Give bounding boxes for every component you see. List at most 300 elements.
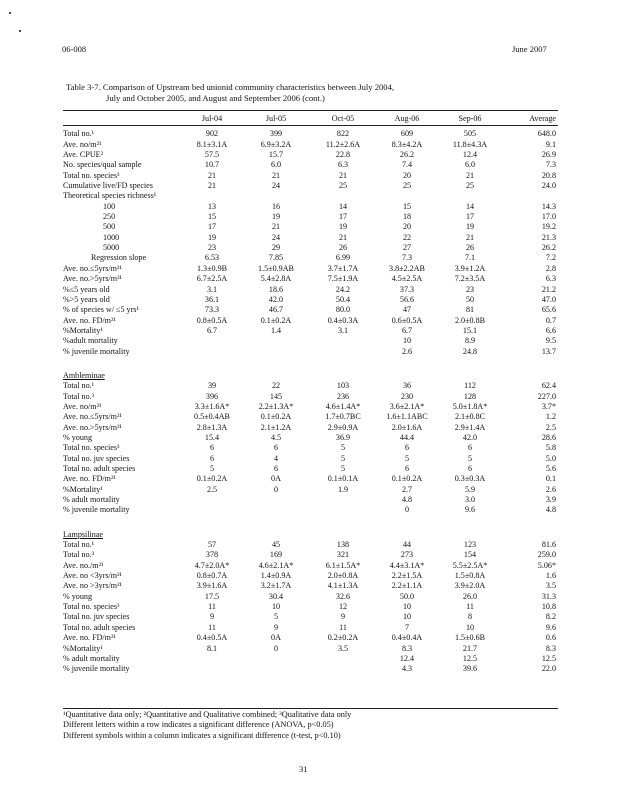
row-label: Total no.¹ — [63, 540, 95, 550]
table-cell: 12.4 — [399, 653, 415, 663]
table-cell: 15 — [402, 201, 412, 211]
table-cell: 47.0 — [541, 294, 556, 304]
table-cell: 2.2±1.3A* — [258, 401, 294, 411]
table-cell: 42.0 — [462, 432, 478, 442]
table-cell: 20.8 — [541, 170, 556, 180]
table-cell: 5.5±2.5A* — [452, 560, 488, 570]
row-label: % young — [63, 432, 92, 442]
table-cell: 2.6 — [401, 346, 413, 356]
table-cell: 25 — [465, 181, 475, 191]
table-cell: 50 — [465, 294, 475, 304]
table-row — [63, 191, 558, 201]
table-row — [63, 592, 558, 602]
table-cell: 44 — [402, 540, 412, 550]
table-cell: 27 — [402, 243, 412, 253]
table-cell — [181, 664, 243, 674]
table-cell: 5 — [273, 612, 279, 622]
table-cell: 2.0±0.8A — [327, 571, 359, 581]
table-cell: 227.0 — [537, 391, 556, 401]
table-cell: 39 — [207, 381, 217, 391]
table-cell: 0A — [271, 633, 281, 643]
table-cell: 1.2 — [545, 412, 556, 422]
table-cell — [181, 336, 243, 346]
table-cell: 14.3 — [541, 201, 556, 211]
column-header — [63, 114, 181, 126]
table-cell: 5.6 — [545, 464, 556, 473]
scan-speck — [9, 12, 11, 14]
table-cell: 0 — [273, 484, 279, 494]
table-cell: 9 — [209, 612, 215, 622]
table-cell: 8.3 — [545, 643, 556, 653]
table-row — [63, 160, 558, 170]
row-label: Total no. adult species — [63, 622, 136, 632]
table-cell: 1.5±0.8A — [454, 571, 486, 581]
table-cell: 8.3 — [401, 643, 413, 653]
table-cell: 6 — [273, 443, 279, 453]
table-row — [63, 654, 558, 664]
table-cell: 65.6 — [541, 305, 556, 315]
table-cell: 22.0 — [541, 664, 556, 674]
table-cell: 24.2 — [335, 284, 351, 294]
table-cell: 44.4 — [399, 432, 415, 442]
table-cell — [437, 191, 503, 201]
scan-speck — [19, 30, 21, 32]
table-cell: 273 — [400, 550, 414, 560]
table-cell — [181, 495, 243, 505]
table-cell: 103 — [336, 381, 350, 391]
table-cell: 17 — [465, 212, 475, 222]
table-cell: 1.9 — [337, 484, 349, 494]
row-label: % adult mortality — [63, 495, 120, 505]
table-cell: 21 — [465, 232, 475, 242]
row-label: Ave. no. FD/m²¹ — [63, 315, 116, 325]
table-row — [63, 561, 558, 571]
table-cell: 9.6 — [545, 622, 556, 632]
row-label: Ave. no./m²¹ — [63, 560, 104, 570]
table-row — [63, 464, 558, 474]
header-left: 06-008 — [62, 44, 87, 54]
table-cell: 12 — [338, 602, 348, 612]
section-title-row — [63, 371, 558, 381]
table-cell: 505 — [463, 129, 477, 139]
row-label: Total no.¹ — [63, 129, 95, 139]
table-cell: 0.3±0.3A — [454, 474, 486, 484]
table-row — [63, 644, 558, 654]
table-cell: 3.2±1.7A — [260, 581, 292, 591]
table-cell: 5 — [404, 453, 410, 463]
table-cell: 24.0 — [541, 181, 556, 191]
table-cell: 11 — [208, 622, 216, 632]
table-row — [63, 150, 558, 160]
section-title-row — [63, 530, 558, 540]
table-cell: 9.5 — [545, 336, 556, 346]
table-cell: 17.5 — [204, 591, 220, 601]
row-label: Total no.¹ — [63, 381, 95, 391]
table-cell: 23 — [465, 284, 475, 294]
table-cell: 6.7 — [401, 325, 413, 335]
table-cell: 15.1 — [462, 325, 478, 335]
table-cell: 5 — [209, 464, 215, 473]
table-cell: 81 — [465, 305, 475, 315]
table-cell — [309, 191, 377, 201]
table-cell: 1.7±0.7BC — [325, 412, 361, 422]
table-cell: 0.2±0.2A — [327, 633, 359, 643]
table-cell: 6.9±3.2A — [260, 139, 292, 149]
table-cell: 19 — [338, 222, 348, 232]
table-cell: 21 — [271, 170, 281, 180]
table-cell: 3.0 — [464, 495, 476, 505]
column-header: Oct-05 — [331, 114, 355, 123]
table-cell: 32.6 — [335, 591, 351, 601]
table-row — [63, 347, 558, 357]
table-cell: 4.3 — [401, 664, 413, 674]
table-cell: 21 — [338, 232, 348, 242]
header-right: June 2007 — [512, 44, 547, 54]
table-cell: 31.3 — [541, 591, 556, 601]
table-cell: 3.5 — [545, 581, 556, 591]
table-cell: 6.3 — [545, 274, 556, 284]
table-cell: 3.8±2.2AB — [389, 263, 425, 273]
row-label: Ave. no.≤5yrs/m²¹ — [63, 263, 122, 273]
table-row — [63, 581, 558, 591]
table-cell: 10.7 — [204, 160, 220, 170]
row-label: %Mortality¹ — [63, 643, 103, 653]
table-row — [63, 243, 558, 253]
table-cell: 14 — [338, 201, 348, 211]
table-row — [63, 181, 558, 191]
table-cell: 2.6 — [545, 484, 556, 494]
table-cell: 17 — [207, 222, 217, 232]
table-cell: 5 — [340, 453, 346, 463]
table-cell: 2.1±0.8C — [454, 412, 486, 422]
table-row — [63, 253, 558, 263]
table-cell: 0.6 — [545, 633, 556, 643]
row-label: Total no. species³ — [63, 170, 120, 180]
table-cell: 28.6 — [541, 432, 556, 442]
table-cell: 0.6±0.5A — [391, 315, 423, 325]
row-label: Ave. no.>5yrs/m²¹ — [63, 274, 122, 284]
table-cell: 25 — [338, 181, 348, 191]
table-cell: 46.7 — [268, 305, 284, 315]
table-cell: 30.4 — [268, 591, 284, 601]
table-cell: 6.0 — [464, 160, 476, 170]
table-cell: 16 — [271, 201, 281, 211]
table-cell: 5.4±2.8A — [260, 274, 292, 284]
row-label: 1000 — [103, 232, 120, 242]
table-cell — [243, 654, 309, 664]
table-row — [63, 326, 558, 336]
table-cell: 19 — [465, 222, 475, 232]
table-cell: 7.2 — [545, 253, 556, 263]
table-cell: 24 — [271, 181, 281, 191]
row-label: Theoretical species richness¹ — [63, 191, 157, 201]
table-cell: 0 — [273, 643, 279, 653]
table-row — [63, 612, 558, 622]
table-cell: 13.7 — [541, 346, 556, 356]
section-gap — [63, 516, 558, 530]
table-cell: 14 — [465, 201, 475, 211]
footnote-1: ¹Quantitative data only; ²Quantitative and Qualitative combined; ³Qualitative data only — [63, 710, 352, 719]
table-row — [63, 264, 558, 274]
table-cell: 169 — [269, 550, 283, 560]
table-cell: 0.1±0.2A — [260, 315, 292, 325]
table-cell: 26.2 — [399, 150, 415, 160]
table-cell: 5 — [340, 464, 346, 473]
row-label: %adult mortality — [63, 336, 118, 346]
table-cell: 4.5±2.5A — [391, 274, 423, 284]
table-cell: 7.3 — [401, 253, 413, 263]
table-cell: 29 — [271, 243, 281, 253]
row-label: Total no.³ — [63, 391, 95, 401]
table-cell: 6 — [467, 443, 473, 453]
table-cell: 26 — [338, 243, 348, 253]
table-cell: 9.6 — [464, 505, 476, 515]
table-row — [63, 664, 558, 674]
table-cell — [181, 505, 243, 515]
row-label: 250 — [103, 212, 116, 222]
table-row — [63, 602, 558, 612]
table-cell: 0.4±0.5A — [196, 633, 228, 643]
footnote-2: Different letters within a row indicates a significant difference (ANOVA, p<0.05) — [63, 720, 334, 730]
table-row — [63, 336, 558, 346]
community-table — [63, 110, 558, 675]
table-cell: 6 — [273, 464, 279, 473]
table-row — [63, 274, 558, 284]
table-cell: 3.1 — [206, 284, 218, 294]
table-cell: 36.1 — [204, 294, 220, 304]
table-cell: 0.8±0.5A — [196, 315, 228, 325]
table-cell: 138 — [336, 540, 350, 550]
table-cell: 4.8 — [545, 505, 556, 515]
table-cell: 0.1±0.2A — [260, 412, 292, 422]
table-cell: 22.8 — [335, 150, 351, 160]
row-label: % juvenile mortality — [63, 664, 130, 674]
table-cell: 25 — [402, 181, 412, 191]
table-cell: 3.5 — [337, 643, 349, 653]
row-label: Ave. no/m²¹ — [63, 401, 102, 411]
table-cell: 230 — [400, 391, 414, 401]
row-label: Total no. species³ — [63, 602, 120, 612]
table-row — [63, 433, 558, 443]
table-row — [63, 392, 558, 402]
table-cell: 6 — [404, 464, 410, 473]
table-cell: 26.2 — [541, 243, 556, 253]
table-cell: 21 — [207, 170, 217, 180]
row-label: 100 — [103, 201, 116, 211]
table-cell: 1.4±0.9A — [260, 571, 292, 581]
table-cell: 24.8 — [462, 346, 478, 356]
table-cell: 18.6 — [268, 284, 284, 294]
row-label: Total no.³ — [63, 550, 95, 560]
row-label: Ave. no >3yrs/m²¹ — [63, 581, 122, 591]
table-cell: 12.5 — [541, 653, 556, 663]
table-cell: 15.4 — [204, 432, 220, 442]
table-cell: 6.3 — [337, 160, 349, 170]
table-cell: 648.0 — [537, 129, 556, 139]
section-gap — [63, 357, 558, 371]
table-row — [63, 402, 558, 412]
table-cell: 20 — [402, 170, 412, 180]
table-cell: 6.99 — [335, 253, 351, 263]
table-cell: 8.1 — [206, 643, 218, 653]
table-cell — [243, 505, 309, 515]
table-cell: 36 — [402, 381, 412, 391]
table-cell: 112 — [464, 381, 476, 391]
table-cell: 6 — [404, 443, 410, 453]
table-cell: 5.8 — [545, 443, 556, 453]
table-cell: 399 — [269, 129, 283, 139]
table-cell: 45 — [271, 540, 281, 550]
table-cell: 7.85 — [268, 253, 284, 263]
table-cell: 8.2 — [545, 612, 556, 622]
table-cell: 42.0 — [268, 294, 284, 304]
table-cell: 21.2 — [541, 284, 556, 294]
table-cell: 19 — [207, 232, 217, 242]
table-cell: 0 — [404, 505, 410, 515]
row-label: Ave. no.≤5yrs/m²¹ — [63, 412, 122, 422]
section-title: Ambleminae — [63, 370, 105, 380]
table-cell: 1.3±0.9B — [196, 263, 228, 273]
table-cell — [377, 191, 437, 201]
table-cell: 9 — [340, 612, 346, 622]
table-row — [63, 233, 558, 243]
row-label: Total no. adult species — [63, 464, 136, 473]
table-cell: 3.6±2.1A* — [389, 401, 425, 411]
table-cell: 36.9 — [335, 432, 351, 442]
table-cell: 21 — [338, 170, 348, 180]
table-cell: 0.4±0.3A — [327, 315, 359, 325]
table-cell: 3.3±1.6A* — [194, 401, 230, 411]
table-cell: 0.4±0.4A — [391, 633, 423, 643]
table-cell: 26 — [465, 243, 475, 253]
table-cell: 4.6±2.1A* — [258, 560, 294, 570]
table-row — [63, 505, 558, 515]
row-label: Total no. juv species — [63, 612, 130, 622]
table-cell: 11.2±2.6A — [325, 139, 361, 149]
row-label: Ave. no. FD/m²¹ — [63, 474, 116, 484]
table-row — [63, 485, 558, 495]
row-label: % adult mortality — [63, 653, 120, 663]
table-row — [63, 623, 558, 633]
table-row — [63, 571, 558, 581]
row-label: Regression slope — [91, 253, 147, 263]
table-cell: 26.0 — [462, 591, 478, 601]
table-cell: 2.5 — [545, 422, 556, 432]
row-label: % of species w/ ≤5 yrs¹ — [63, 305, 139, 315]
table-row — [63, 540, 558, 550]
table-cell: 0.1 — [545, 474, 556, 484]
row-label: 5000 — [103, 243, 120, 253]
table-cell: 4.7±2.0A* — [194, 560, 230, 570]
table-cell — [181, 191, 243, 201]
table-cell: 50.0 — [399, 591, 415, 601]
table-cell: 10.8 — [541, 602, 556, 612]
table-cell: 11 — [339, 622, 347, 632]
table-cell: 902 — [205, 129, 219, 139]
table-cell: 3.9 — [545, 495, 556, 505]
table-cell — [309, 654, 377, 664]
table-cell: 3.7±1.7A — [327, 263, 359, 273]
table-cell: 259.0 — [537, 550, 556, 560]
table-cell: 15 — [207, 212, 217, 222]
table-cell: 0.5±0.4AB — [194, 412, 230, 422]
table-cell: 123 — [463, 540, 477, 550]
table-cell: 145 — [269, 391, 283, 401]
table-cell: 6 — [209, 453, 215, 463]
table-row — [63, 212, 558, 222]
table-cell: 8.3±4.2A — [391, 139, 423, 149]
table-cell: 7.5±1.9A — [327, 274, 359, 284]
table-cell: 8 — [467, 612, 473, 622]
table-cell: 3.9±1.2A — [454, 263, 486, 273]
table-row — [63, 222, 558, 232]
table-cell: 6.6 — [545, 325, 556, 335]
row-label: Ave. no.>5yrs/m²¹ — [63, 422, 122, 432]
column-header: Average — [529, 114, 556, 123]
table-cell: 128 — [463, 391, 477, 401]
table-row — [63, 129, 558, 139]
page-number: 31 — [299, 764, 308, 774]
table-cell: 11.8±4.3A — [452, 139, 488, 149]
table-row — [63, 423, 558, 433]
table-cell — [243, 191, 309, 201]
table-cell: 73.3 — [204, 305, 220, 315]
row-label: % young — [63, 591, 92, 601]
table-cell: 7.4 — [401, 160, 413, 170]
table-cell: 17.0 — [541, 212, 556, 222]
column-header: Jul-05 — [265, 114, 287, 123]
table-cell: 6 — [209, 443, 215, 453]
table-cell: 6.53 — [204, 253, 220, 263]
table-cell: 378 — [205, 550, 219, 560]
table-cell: 5.0±1.8A* — [452, 401, 488, 411]
row-label: Cumulative live/FD species — [63, 181, 153, 191]
table-cell: 7.3 — [545, 160, 556, 170]
table-cell — [309, 664, 377, 674]
row-label: Total no. species³ — [63, 443, 120, 453]
table-cell: 62.4 — [541, 381, 556, 391]
table-cell: 8.9 — [464, 336, 476, 346]
table-cell: 47 — [402, 305, 412, 315]
table-cell: 6.7 — [206, 325, 218, 335]
table-cell: 2.1±1.2A — [260, 422, 292, 432]
column-header: Jul-04 — [201, 114, 223, 123]
table-cell: 81.6 — [541, 540, 556, 550]
table-cell: 10 — [271, 602, 281, 612]
table-row — [63, 495, 558, 505]
table-cell — [243, 347, 309, 357]
table-cell: 21.3 — [541, 232, 556, 242]
table-cell: 24 — [271, 232, 281, 242]
table-cell: 1.4 — [270, 325, 282, 335]
row-label: % juvenile mortality — [63, 346, 130, 356]
table-cell: 10 — [402, 336, 412, 346]
row-label: Ave. no. FD/m²¹ — [63, 633, 116, 643]
table-cell: 0.1±0.2A — [391, 474, 423, 484]
table-cell — [309, 347, 377, 357]
table-row — [63, 171, 558, 181]
row-label: % juvenile mortality — [63, 505, 130, 515]
table-cell: 80.0 — [335, 305, 351, 315]
table-cell: 18 — [402, 212, 412, 222]
table-cell: 4.1±1.3A — [327, 581, 359, 591]
table-cell: 2.7 — [401, 484, 413, 494]
table-row — [63, 285, 558, 295]
table-row — [63, 140, 558, 150]
table-cell: 2.0±1.6A — [391, 422, 423, 432]
table-title-line1: Table 3-7. Comparison of Upstream bed unionid community characteristics between July 2004, — [66, 82, 395, 92]
table-cell: 57 — [207, 540, 217, 550]
